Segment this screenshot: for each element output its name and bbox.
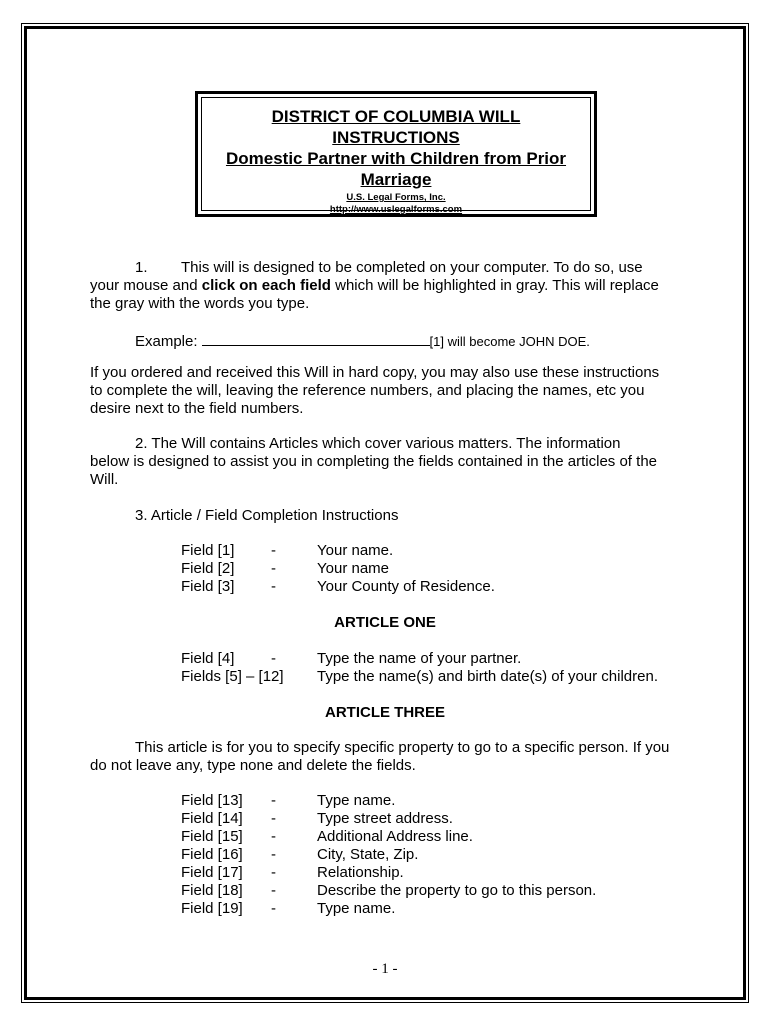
para3-heading: 3. Article / Field Completion Instructions [135, 507, 399, 524]
example-suffix: [1] will become JOHN DOE. [429, 334, 590, 349]
company-name: U.S. Legal Forms, Inc. [346, 192, 446, 203]
field-desc: Type name. [317, 792, 396, 809]
para1-line2 [90, 277, 659, 295]
field-dash: - [271, 560, 276, 577]
field-label: Field [17] [181, 864, 243, 881]
page-number: - 1 - [372, 961, 398, 977]
field-desc: Describe the property to go to this person. [317, 882, 597, 899]
para1-line2-post: which will be highlighted in gray. This will replace [330, 277, 659, 294]
field-desc: Relationship. [317, 864, 404, 881]
hardcopy-line1: If you ordered and received this Will in hard copy, you may also use these instructions [90, 364, 660, 381]
article-three-heading: ARTICLE THREE [325, 704, 445, 721]
title-inner-border [201, 97, 591, 215]
para1-line2-pre: your mouse and [90, 277, 202, 294]
company-url[interactable]: http://www.uslegalforms.com [329, 204, 463, 215]
field-dash: - [271, 828, 276, 845]
field-desc: Type street address. [317, 810, 453, 827]
para1-line1: This will is designed to be completed on your computer. To do so, use [181, 259, 643, 276]
field-label: Field [19] [181, 900, 243, 917]
field-label: Field [18] [181, 882, 243, 899]
field-dash: - [271, 900, 276, 917]
para2-line1: 2. The Will contains Articles which cover various matters. The information [135, 435, 621, 452]
para2-line2: below is designed to assist you in completing the fields contained in the articles of the [90, 453, 657, 470]
field-desc: Additional Address line. [317, 828, 473, 845]
field-desc: Type the name of your partner. [317, 650, 522, 667]
field-dash: - [271, 578, 276, 595]
field-label: Field [15] [181, 828, 243, 845]
field-dash: - [271, 882, 276, 899]
field-label: Field [3] [181, 578, 235, 595]
example-line [135, 331, 590, 351]
article-three-intro-line2: do not leave any, type none and delete the fields. [90, 757, 416, 774]
hardcopy-line2: to complete the will, leaving the reference numbers, and placing the names, etc you [90, 382, 645, 399]
field-label: Field [4] [181, 650, 235, 667]
field-label: Field [2] [181, 560, 235, 577]
title-line-4: Marriage [360, 170, 432, 189]
field-label: Field [1] [181, 542, 235, 559]
title-line-1: DISTRICT OF COLUMBIA WILL [271, 107, 521, 126]
field-dash: - [271, 864, 276, 881]
field-dash: - [271, 792, 276, 809]
example-label: Example: [135, 333, 198, 350]
field-desc: City, State, Zip. [317, 846, 419, 863]
field-label: Field [16] [181, 846, 243, 863]
field-dash: - [271, 846, 276, 863]
field-desc: Your County of Residence. [317, 578, 495, 595]
title-line-2: INSTRUCTIONS [332, 128, 460, 147]
para1-line3: the gray with the words you type. [90, 295, 310, 312]
para1-line2-bold: click on each field [201, 277, 331, 294]
hardcopy-line3: desire next to the field numbers. [90, 400, 304, 417]
field-label: Fields [5] – [12] [181, 668, 284, 685]
field-desc: Your name. [317, 542, 394, 559]
field-desc: Your name [317, 560, 389, 577]
title-line-3: Domestic Partner with Children from Prior [225, 149, 567, 168]
field-desc: Type name. [317, 900, 396, 917]
example-blank [202, 331, 430, 346]
field-desc: Type the name(s) and birth date(s) of your children. [317, 668, 659, 685]
field-dash: - [271, 542, 276, 559]
article-three-intro-line1: This article is for you to specify specific property to go to a specific person. If you [135, 739, 670, 756]
title-box [195, 91, 597, 217]
field-label: Field [13] [181, 792, 243, 809]
para1-number: 1. [135, 259, 148, 276]
para2-line3: Will. [90, 471, 119, 488]
field-label: Field [14] [181, 810, 243, 827]
field-dash: - [271, 810, 276, 827]
article-one-heading: ARTICLE ONE [334, 614, 436, 631]
field-dash: - [271, 650, 276, 667]
